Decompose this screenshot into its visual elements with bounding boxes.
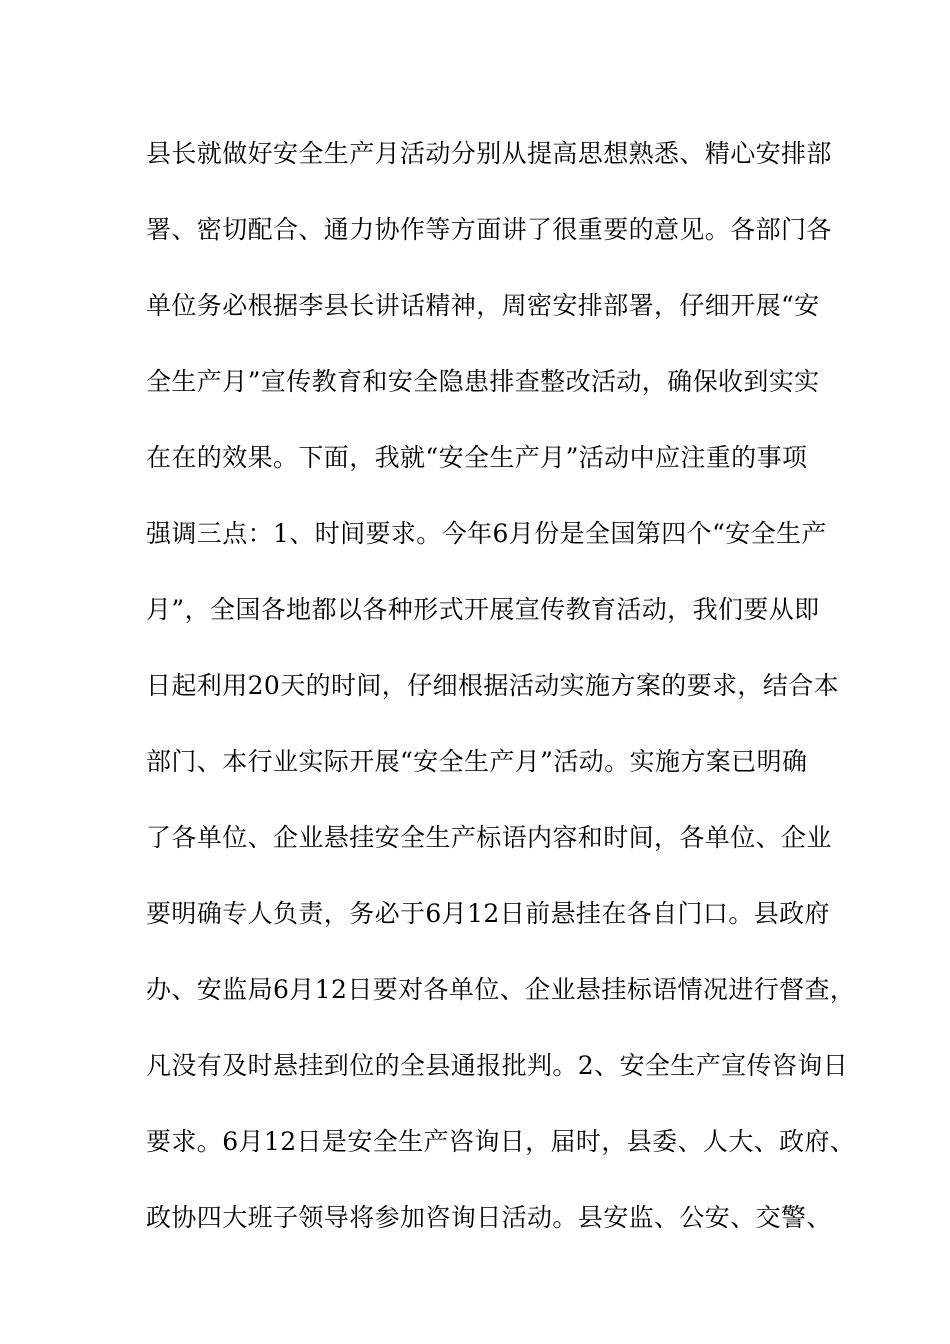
- text-line: 单位务必根据李县长讲话精神，周密安排部署，仔细开展“安: [146, 291, 820, 320]
- text-line: 政协四大班子领导将参加咨询日活动。县安监、公安、交警、: [146, 1203, 832, 1232]
- text-line: 了各单位、企业悬挂安全生产标语内容和时间，各单位、企业: [146, 823, 832, 852]
- text-line: 全生产月”宣传教育和安全隐患排查整改活动，确保收到实实: [146, 367, 820, 396]
- text-line: 要求。6月12日是安全生产咨询日，届时，县委、人大、政府、: [146, 1127, 856, 1156]
- text-line: 署、密切配合、通力协作等方面讲了很重要的意见。各部门各: [146, 215, 832, 244]
- text-line: 部门、本行业实际开展“安全生产月”活动。实施方案已明确: [146, 747, 808, 776]
- text-line: 在在的效果。下面，我就“安全生产月”活动中应注重的事项: [146, 443, 808, 472]
- text-line: 办、安监局6月12日要对各单位、企业悬挂标语情况进行督查，: [146, 975, 856, 1004]
- text-line: 县长就做好安全生产月活动分别从提高思想熟悉、精心安排部: [146, 139, 832, 168]
- text-line: 强调三点：1、时间要求。今年6月份是全国第四个“安全生产: [146, 519, 827, 548]
- text-line: 凡没有及时悬挂到位的全县通报批判。2、安全生产宣传咨询日: [146, 1051, 849, 1080]
- text-line: 日起利用20天的时间，仔细根据活动实施方案的要求，结合本: [146, 671, 840, 700]
- text-line: 要明确专人负责，务必于6月12日前悬挂在各自门口。县政府: [146, 899, 830, 928]
- text-line: 月”，全国各地都以各种形式开展宣传教育活动，我们要从即: [146, 595, 820, 624]
- body-text: [146, 132, 856, 1272]
